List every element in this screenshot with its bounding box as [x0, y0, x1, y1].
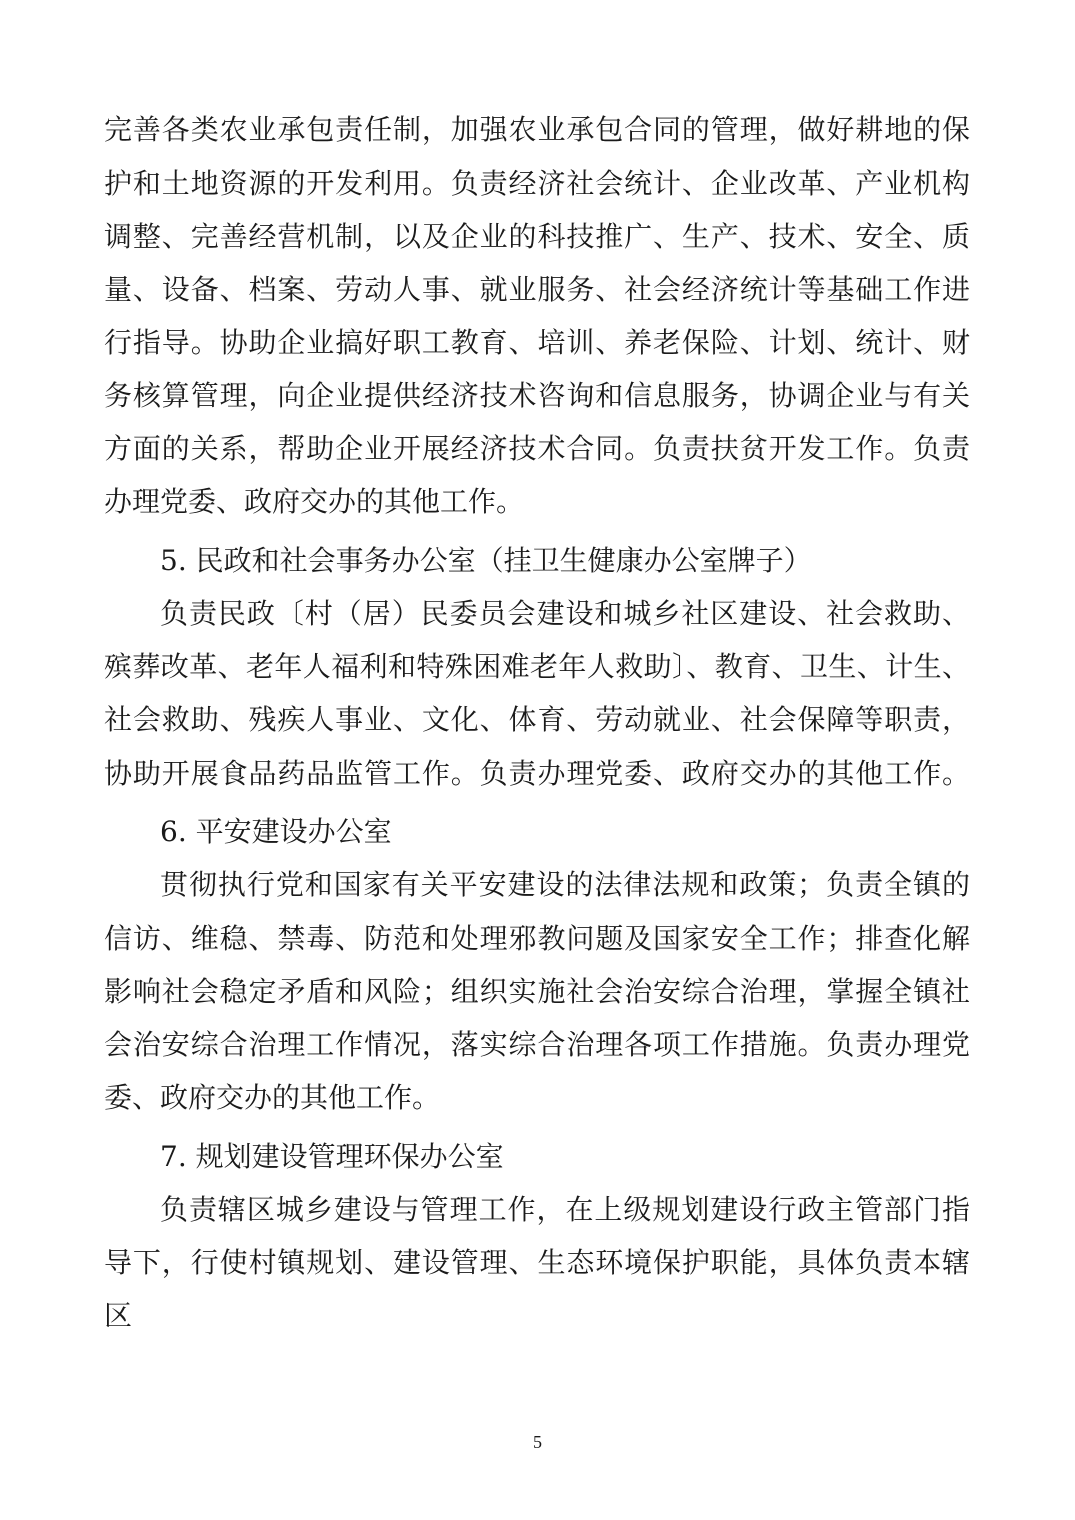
body-text-line: 负责辖区城乡建设与管理工作，在上级规划建设行政主管部门指 — [160, 1193, 970, 1226]
body-text-line: 协助开展食品药品监管工作。负责办理党委、政府交办的其他工作。 — [104, 757, 970, 790]
page-number: 5 — [533, 1432, 542, 1452]
body-text-line: 导下，行使村镇规划、建设管理、生态环境保护职能，具体负责本辖 — [104, 1246, 970, 1279]
body-text-line: 会治安综合治理工作情况，落实综合治理各项工作措施。负责办理党 — [104, 1028, 970, 1061]
body-text-line: 负责民政〔村（居）民委员会建设和城乡社区建设、社会救助、 — [160, 597, 970, 630]
body-text-line: 影响社会稳定矛盾和风险；组织实施社会治安综合治理，掌握全镇社 — [104, 975, 970, 1008]
body-text-line: 社会救助、残疾人事业、文化、体育、劳动就业、社会保障等职责， — [104, 703, 970, 736]
body-text-line: 办理党委、政府交办的其他工作。 — [104, 485, 525, 518]
body-text-line: 殡葬改革、老年人福利和特殊困难老年人救助〕、教育、卫生、计生、 — [104, 650, 970, 683]
section-heading: 5. 民政和社会事务办公室（挂卫生健康办公室牌子） — [160, 544, 812, 577]
body-text-line: 委、政府交办的其他工作。 — [104, 1081, 441, 1114]
body-text-line: 完善各类农业承包责任制，加强农业承包合同的管理，做好耕地的保 — [104, 113, 970, 146]
body-text-line: 行指导。协助企业搞好职工教育、培训、养老保险、计划、统计、财 — [104, 326, 970, 359]
body-text-line: 贯彻执行党和国家有关平安建设的法律法规和政策；负责全镇的 — [160, 868, 970, 901]
section-heading: 7. 规划建设管理环保办公室 — [160, 1140, 504, 1173]
body-text-line: 务核算管理，向企业提供经济技术咨询和信息服务，协调企业与有关 — [104, 379, 970, 412]
body-text-line: 区 — [104, 1299, 133, 1332]
body-text-line: 量、设备、档案、劳动人事、就业服务、社会经济统计等基础工作进 — [104, 273, 970, 306]
body-text-line: 信访、维稳、禁毒、防范和处理邪教问题及国家安全工作；排查化解 — [104, 922, 970, 955]
body-text-line: 调整、完善经营机制，以及企业的科技推广、生产、技术、安全、质 — [104, 220, 970, 253]
body-text-line: 护和土地资源的开发利用。负责经济社会统计、企业改革、产业机构 — [104, 167, 970, 200]
section-heading: 6. 平安建设办公室 — [160, 815, 392, 848]
body-text-line: 方面的关系，帮助企业开展经济技术合同。负责扶贫开发工作。负责 — [104, 432, 970, 465]
